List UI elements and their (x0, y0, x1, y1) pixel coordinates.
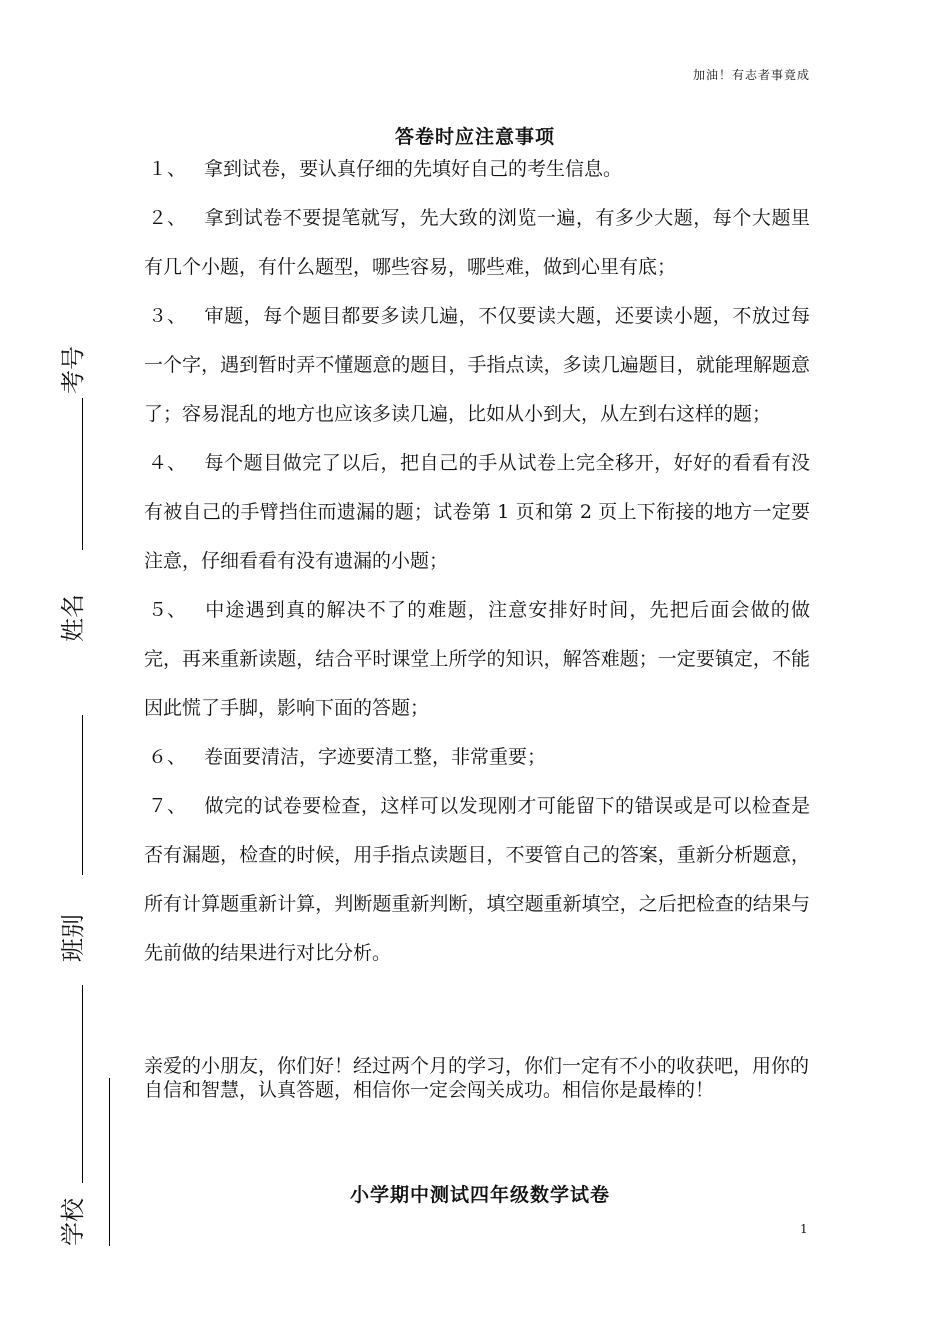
exam-number-line[interactable] (82, 398, 83, 550)
instruction-text: 卷面要清洁，字迹要清工整，非常重要； (204, 746, 547, 768)
name-line[interactable] (82, 715, 83, 875)
page-title: 答卷时应注意事项 (394, 126, 555, 148)
instruction-text: 拿到试卷不要提笔就写，先大致的浏览一遍，有多少大题，每个大题里有几个小题，有什么题型，哪些容易，哪些难，做到心里有底； (144, 207, 810, 278)
exam-title: 小学期中测试四年级数学试卷 (349, 1184, 610, 1206)
instruction-number: ６、 (148, 746, 187, 768)
instruction-number: ３、 (148, 305, 187, 327)
name-label: 姓名 (59, 594, 87, 642)
instruction-number: ７、 (148, 795, 187, 817)
binding-line (109, 1078, 110, 1246)
instruction-text: 每个题目做完了以后，把自己的手从试卷上完全移开，好好的看看有没有被自己的手臂挡住而遗漏的题；试卷第 1 页和第 2 页上下衔接的地方一定要注意，仔细看看有没有遗漏的小题； (144, 452, 810, 572)
instruction-item (144, 145, 810, 194)
school-label: 学校 (59, 1198, 87, 1246)
instruction-item (144, 782, 810, 978)
exam-number-label: 考号 (59, 346, 87, 394)
instruction-number: １、 (148, 158, 187, 180)
instruction-text: 拿到试卷，要认真仔细的先填好自己的考生信息。 (204, 158, 623, 180)
instruction-number: ５、 (148, 599, 187, 621)
instruction-item (144, 586, 810, 733)
instruction-number: ２、 (148, 207, 187, 229)
page-number: 1 (800, 1222, 808, 1236)
instruction-text: 中途遇到真的解决不了的难题，注意安排好时间，先把后面会做的做完，再来重新读题，结合平时课堂上所学的知识，解答难题；一定要镇定，不能因此慌了手脚，影响下面的答题； (144, 599, 810, 719)
instruction-item (144, 733, 810, 782)
instruction-text: 做完的试卷要检查，这样可以发现刚才可能留下的错误或是可以检查是否有漏题，检查的时候，用手指点读题目，不要管自己的答案，重新分析题意，所有计算题重新计算，判断题重新判断，填空题重新填空，之后把检查的结果与先前做的结果进行对比分析。 (144, 795, 810, 964)
instruction-item (144, 194, 810, 292)
greeting-paragraph: 亲爱的小朋友，你们好！经过两个月的学习，你们一定有不小的收获吧，用你的自信和智慧，认真答题，相信你一定会闯关成功。相信你是最棒的！ (144, 1055, 810, 1101)
header-motto: 加油！有志者事竟成 (692, 68, 810, 82)
instructions-list (144, 145, 810, 978)
instruction-text: 审题，每个题目都要多读几遍，不仅要读大题，还要读小题，不放过每一个字，遇到暂时弄不懂题意的题目，手指点读，多读几遍题目，就能理解题意了；容易混乱的地方也应该多读几遍，比如从小到大，从左到右这样的题； (144, 305, 810, 425)
instruction-number: ４、 (148, 452, 187, 474)
instruction-item (144, 292, 810, 439)
instruction-item (144, 439, 810, 586)
class-label: 班别 (59, 914, 87, 962)
class-line[interactable] (82, 985, 83, 1183)
